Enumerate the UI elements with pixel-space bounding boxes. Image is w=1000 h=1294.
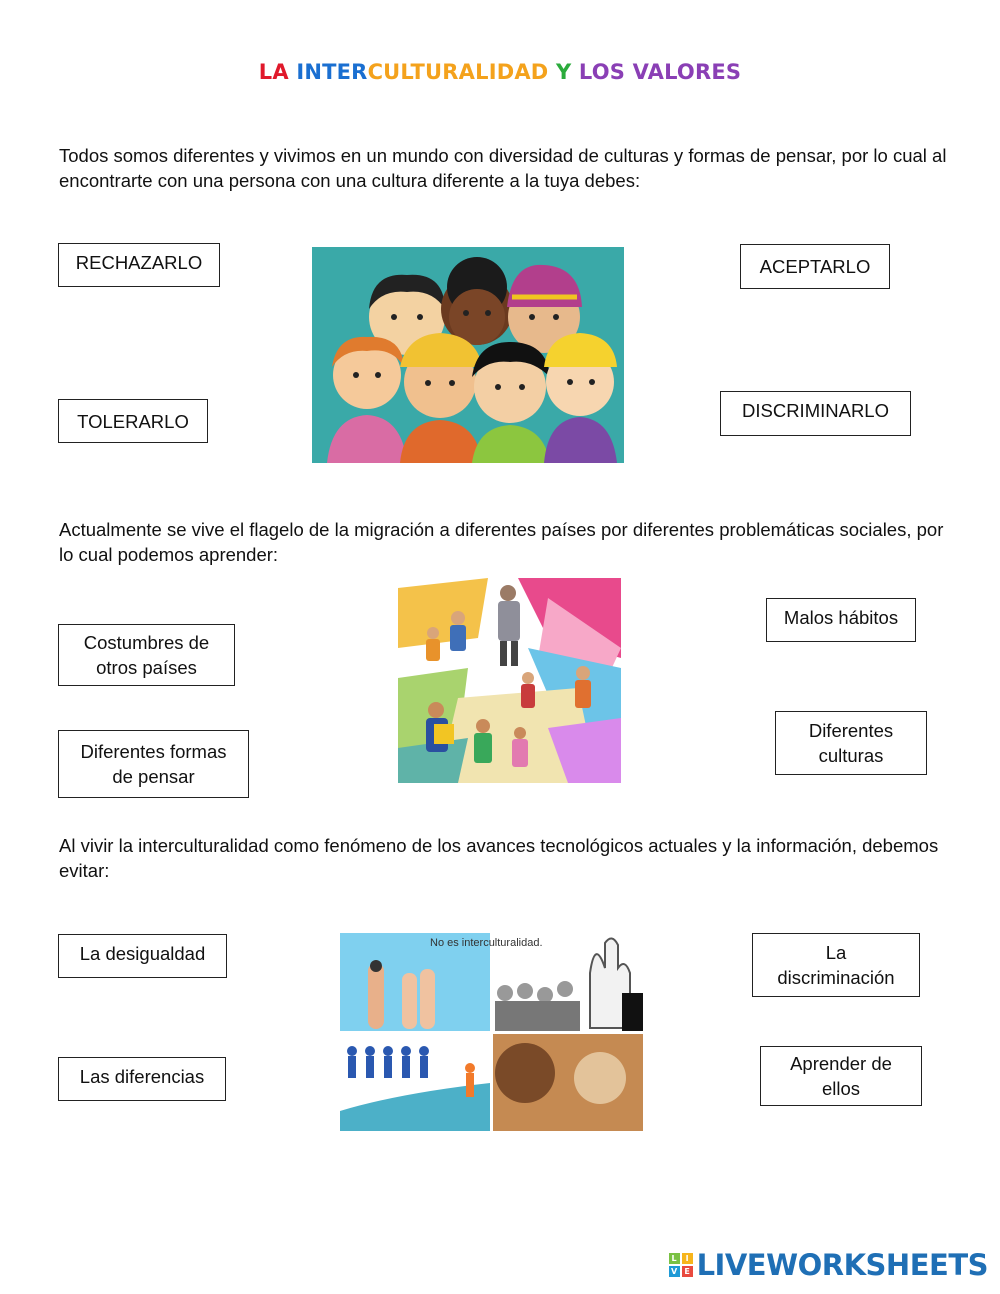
question-2-text: Actualmente se vive el flagelo de la migración a diferentes países por diferentes problemáticas sociales, por lo cual podemos aprender: — [59, 519, 944, 565]
title-part: CULTURALIDAD — [367, 60, 556, 84]
collage-caption: No es interculturalidad. — [430, 937, 543, 949]
answer-rechazarlo-box[interactable]: RECHAZARLO — [58, 243, 220, 287]
title-part: INTER — [296, 60, 368, 84]
answer-aceptarlo-box[interactable]: ACEPTARLO — [740, 244, 890, 289]
answer-malos-habitos-box[interactable]: Malos hábitos — [766, 598, 916, 642]
question-1-text: Todos somos diferentes y vivimos en un mundo con diversidad de culturas y formas de pensar, por lo cual al encontrarte con una persona con una cultura diferente a la tuya debes: — [59, 145, 947, 191]
logo-icon — [669, 1253, 693, 1277]
logo-letter: V — [669, 1266, 680, 1277]
answer-aprender-box[interactable]: Aprender de ellos — [760, 1046, 922, 1106]
answer-discriminarlo-box[interactable]: DISCRIMINARLO — [720, 391, 911, 436]
interculturality-collage — [340, 933, 643, 1131]
title-part: LA — [258, 60, 297, 84]
answer-la-discriminacion-box[interactable]: La discriminación — [752, 933, 920, 997]
answer-costumbres-box[interactable]: Costumbres de otros países — [58, 624, 235, 686]
answer-tolerarlo-box[interactable]: TOLERARLO — [58, 399, 208, 443]
logo-letter: E — [682, 1266, 693, 1277]
answer-diferencias-box[interactable]: Las diferencias — [58, 1057, 226, 1101]
answer-diferentes-culturas-box[interactable]: Diferentes culturas — [775, 711, 927, 775]
page-title — [0, 60, 1000, 84]
answer-desigualdad-box[interactable]: La desigualdad — [58, 934, 227, 978]
answer-formas-pensar-box[interactable]: Diferentes formas de pensar — [58, 730, 249, 798]
logo-letter: I — [682, 1253, 693, 1264]
logo-text: LIVEWORKSHEETS — [696, 1248, 988, 1282]
question-3-text: Al vivir la interculturalidad como fenómeno de los avances tecnológicos actuales y la información, debemos evitar: — [59, 835, 939, 881]
liveworksheets-logo[interactable] — [669, 1248, 988, 1282]
children-illustration — [312, 247, 624, 463]
migration-illustration — [398, 578, 621, 783]
title-part: Y — [555, 60, 579, 84]
title-part: LOS VALORES — [578, 60, 742, 84]
logo-letter: L — [669, 1253, 680, 1264]
